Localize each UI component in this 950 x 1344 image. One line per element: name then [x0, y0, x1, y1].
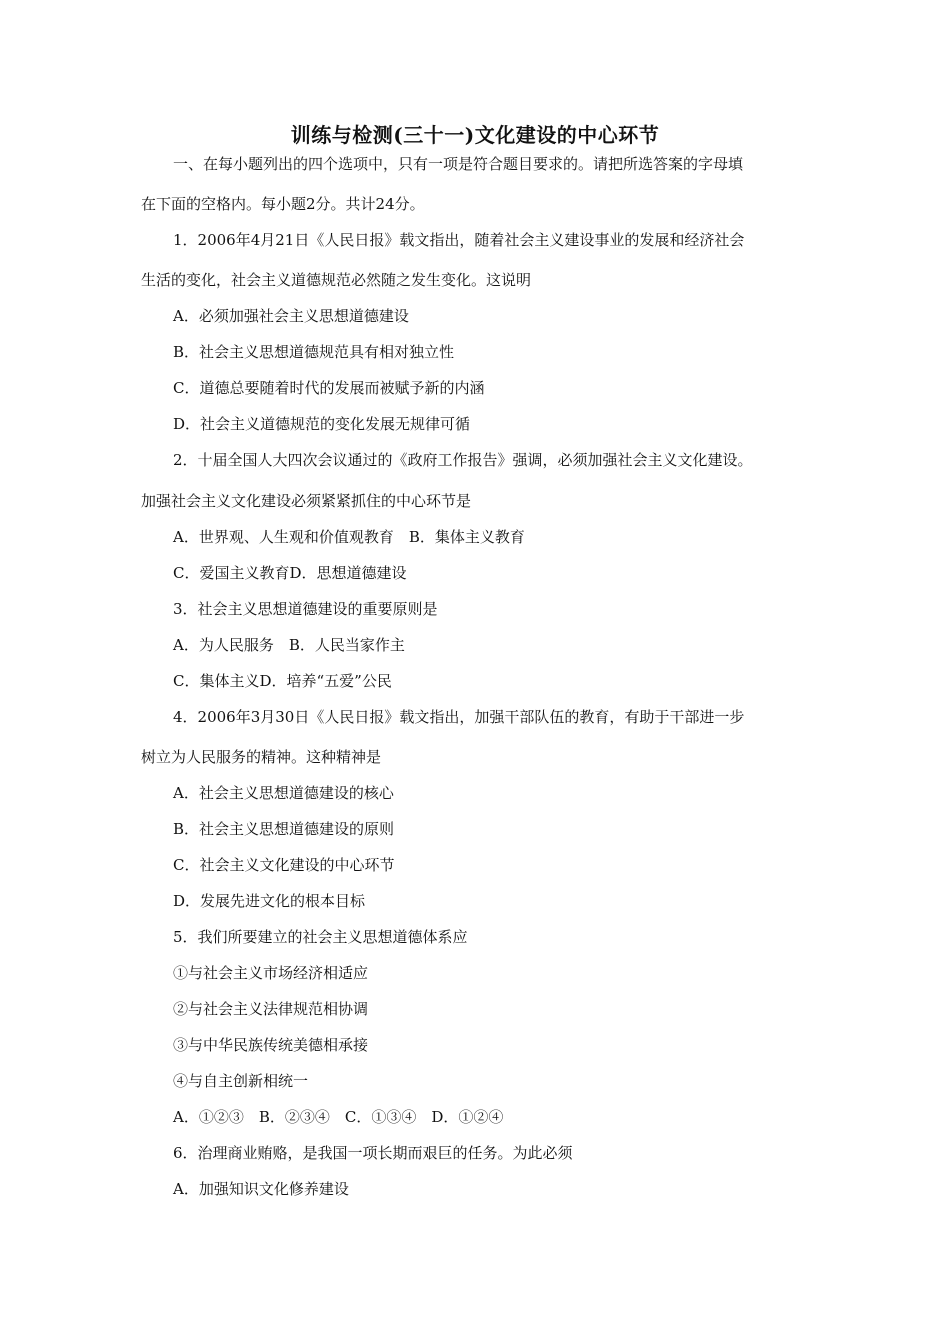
question-2-stem: 2．十届全国人大四次会议通过的《政府工作报告》强调，必须加强社会主义文化建设。 [173, 451, 753, 469]
question-1-option-c: C．道德总要随着时代的发展而被赋予新的内涵 [173, 379, 485, 397]
question-3-options-cd: C．集体主义D．培养“五爱”公民 [173, 672, 392, 690]
question-1-option-d: D．社会主义道德规范的变化发展无规律可循 [173, 415, 471, 433]
question-1-option-a: A．必须加强社会主义思想道德建设 [173, 307, 409, 325]
question-4-stem: 4．2006年3月30日《人民日报》载文指出，加强干部队伍的教育，有助于干部进一步 [173, 708, 745, 726]
question-4-option-b: B．社会主义思想道德建设的原则 [173, 820, 395, 838]
question-3-options-ab: A．为人民服务 B．人民当家作主 [173, 636, 405, 654]
question-4-option-d: D．发展先进文化的根本目标 [173, 892, 366, 910]
question-6-stem: 6．治理商业贿赂，是我国一项长期而艰巨的任务。为此必须 [173, 1144, 573, 1162]
question-1-stem: 1．2006年4月21日《人民日报》载文指出，随着社会主义建设事业的发展和经济社会 [173, 231, 745, 249]
question-5-item-2: ②与社会主义法律规范相协调 [173, 1000, 369, 1018]
question-1-option-b: B．社会主义思想道德规范具有相对独立性 [173, 343, 455, 361]
question-2-options-cd: C．爱国主义教育D．思想道德建设 [173, 564, 407, 582]
section-intro: 在下面的空格内。每小题2分。共计24分。 [141, 195, 425, 213]
question-5-options: A．①②③ B．②③④ C．①③④ D．①②④ [173, 1108, 504, 1126]
question-1-stem: 生活的变化，社会主义道德规范必然随之发生变化。这说明 [141, 271, 532, 289]
question-5-item-1: ①与社会主义市场经济相适应 [173, 964, 369, 982]
question-5-stem: 5．我们所要建立的社会主义思想道德体系应 [173, 928, 468, 946]
question-5-item-4: ④与自主创新相统一 [173, 1072, 309, 1090]
question-4-stem: 树立为人民服务的精神。这种精神是 [141, 748, 382, 766]
question-4-option-c: C．社会主义文化建设的中心环节 [173, 856, 395, 874]
section-intro: 一、在每小题列出的四个选项中，只有一项是符合题目要求的。请把所选答案的字母填 [173, 155, 744, 173]
question-3-stem: 3．社会主义思想道德建设的重要原则是 [173, 600, 438, 618]
question-6-option-a: A．加强知识文化修养建设 [173, 1180, 349, 1198]
question-2-stem: 加强社会主义文化建设必须紧紧抓住的中心环节是 [141, 492, 472, 510]
page-title: 训练与检测(三十一)文化建设的中心环节 [290, 123, 660, 147]
question-5-item-3: ③与中华民族传统美德相承接 [173, 1036, 369, 1054]
question-2-options-ab: A．世界观、人生观和价值观教育 B．集体主义教育 [173, 528, 525, 546]
question-4-option-a: A．社会主义思想道德建设的核心 [173, 784, 394, 802]
